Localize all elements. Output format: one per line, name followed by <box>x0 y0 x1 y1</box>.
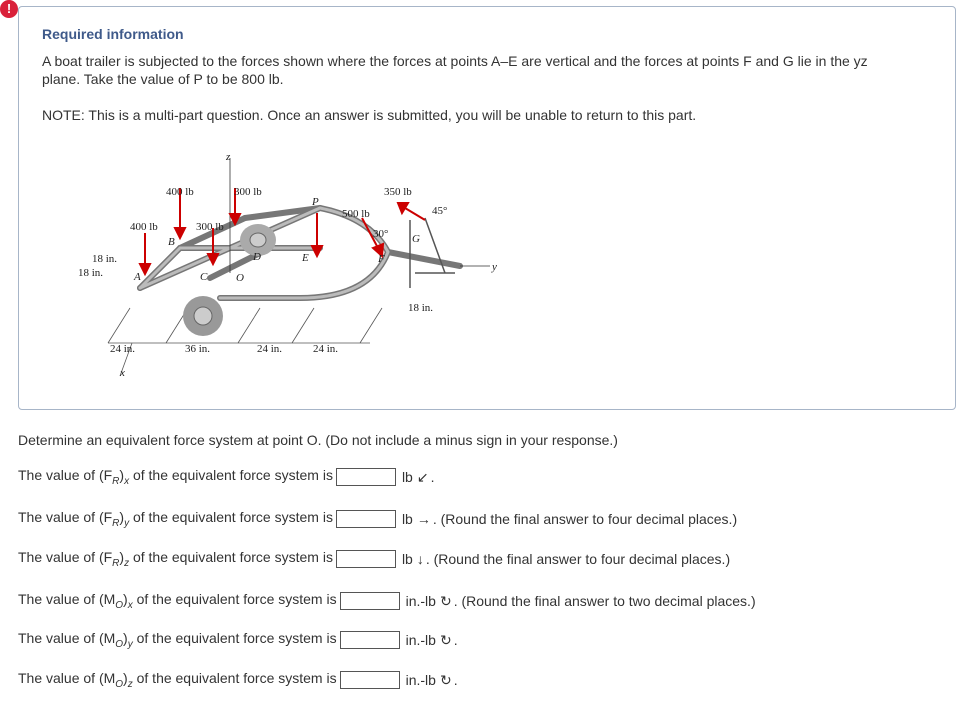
label-24b: 24 in. <box>257 343 283 355</box>
label-G: G <box>412 233 420 245</box>
label-36: 36 in. <box>185 343 211 355</box>
boat-trailer-figure <box>70 148 530 388</box>
moy-input[interactable] <box>340 631 400 649</box>
answer-row-fry: The value of $(F_R)_y$ of the equivalent force system is lb → . (Round the final answer to four decimal places.) <box>18 509 738 529</box>
moz-input[interactable] <box>340 671 400 689</box>
answer-row-frx: The value of $(F_R)_x$ of the equivalent force system is lb ↙ . <box>18 467 435 487</box>
alert-icon: ! <box>0 0 18 18</box>
direction-arrow-icon: ↙ <box>416 468 429 485</box>
label-D: D <box>253 251 261 263</box>
note-text: NOTE: This is a multi-part question. Once an answer is submitted, you will be unable to return to this part. <box>42 107 697 123</box>
label-18a: 18 in. <box>92 253 118 265</box>
label-30: 30° <box>373 228 389 240</box>
question-text: Determine an equivalent force system at point O. (Do not include a minus sign in your response.) <box>18 432 618 448</box>
rotation-arrow-icon: ↻ <box>439 671 452 688</box>
answer-row-mox: The value of $(M_O)_x$ of the equivalent force system is in.-lb ↻ . (Round the final answer to two decimal places.) <box>18 591 756 611</box>
rotation-arrow-icon: ↻ <box>439 592 452 609</box>
label-18b: 18 in. <box>78 267 104 279</box>
answer-row-moy: The value of $(M_O)_y$ of the equivalent force system is in.-lb ↻ . <box>18 630 458 650</box>
label-350: 350 lb <box>384 186 412 198</box>
direction-arrow-icon: ↓ <box>416 551 424 567</box>
label-y: y <box>492 261 497 273</box>
fry-input[interactable] <box>336 510 396 528</box>
rotation-arrow-icon: ↻ <box>439 631 452 648</box>
label-O: O <box>236 272 244 284</box>
answer-row-frz: The value of $(F_R)_z$ of the equivalent force system is lb ↓ . (Round the final answer to four decimal places.) <box>18 549 731 569</box>
label-500: 500 lb <box>342 208 370 220</box>
label-45: 45° <box>432 205 448 217</box>
label-C: C <box>200 271 208 283</box>
label-400a: 400 lb <box>166 186 194 198</box>
mox-input[interactable] <box>340 592 400 610</box>
answer-row-moz: The value of $(M_O)_z$ of the equivalent force system is in.-lb ↻ . <box>18 670 458 690</box>
label-18c: 18 in. <box>408 302 434 314</box>
label-F: F <box>378 253 385 265</box>
label-p: P <box>312 196 319 208</box>
label-z: z <box>226 151 231 163</box>
frz-input[interactable] <box>336 550 396 568</box>
label-300a: 300 lb <box>234 186 262 198</box>
label-24a: 24 in. <box>110 343 136 355</box>
info-title: Required information <box>42 26 184 42</box>
label-E: E <box>302 252 309 264</box>
label-B: B <box>168 236 175 248</box>
info-text: A boat trailer is subjected to the forces shown where the forces at points A–E are vertical and the forces at points F and G lie in the yz plane. Take the value of P to be 800 lb. <box>42 53 868 87</box>
label-x: x <box>120 367 125 379</box>
label-400b: 400 lb <box>130 221 158 233</box>
direction-arrow-icon: → <box>416 511 431 527</box>
label-300b: 300 lb <box>196 221 224 233</box>
label-24c: 24 in. <box>313 343 339 355</box>
label-A: A <box>134 271 141 283</box>
frx-input[interactable] <box>336 468 396 486</box>
